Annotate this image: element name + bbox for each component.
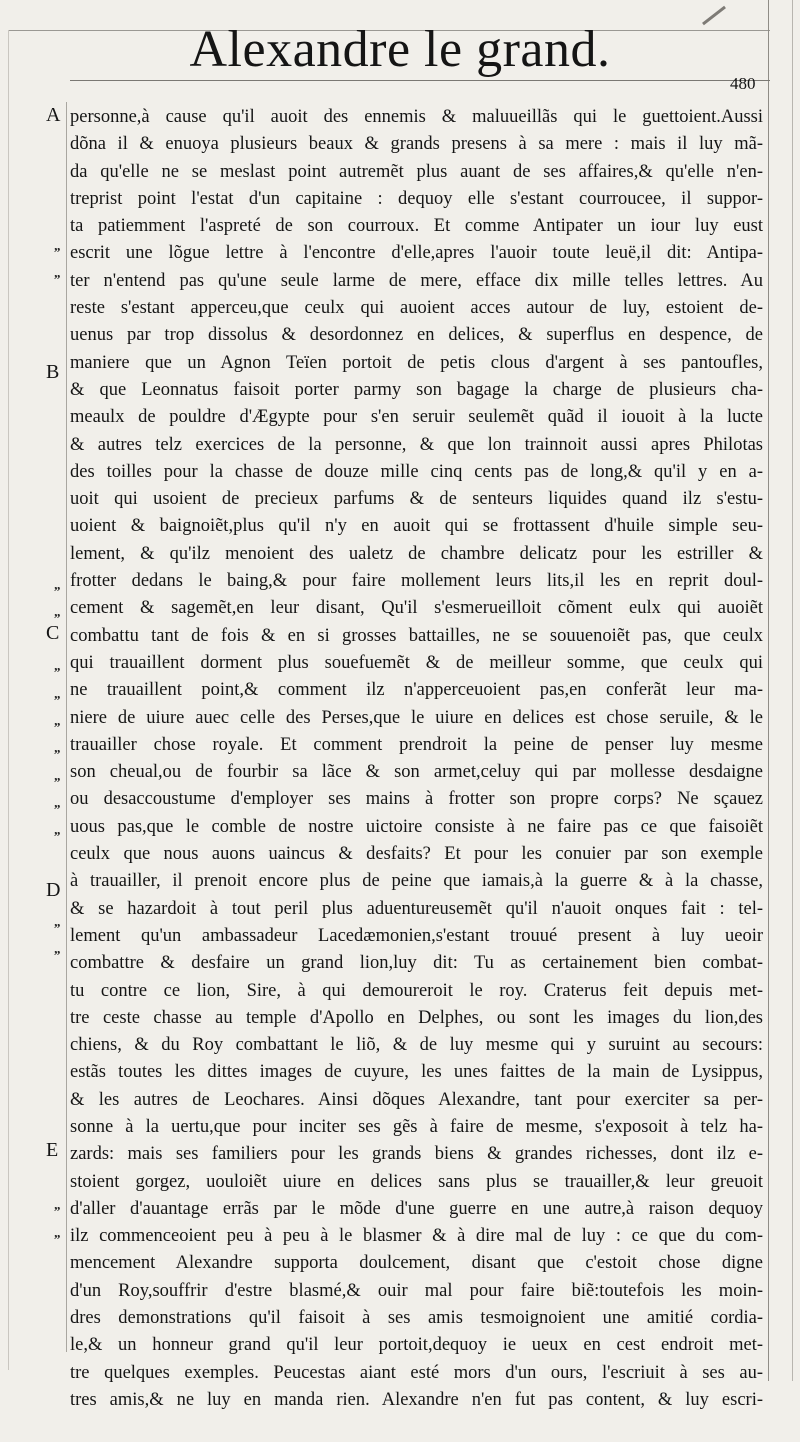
quote-mark: „ (54, 941, 61, 956)
text-line: ceulx que nous auons uaincus & desfaits? Et pour les conuier par son exemple (70, 844, 763, 865)
margin-letter-e: E (46, 1139, 59, 1161)
text-line: tres amis,& ne luy en manda rien. Alexandre n'en fut pas content, & luy escri- (70, 1389, 763, 1410)
running-title: Alexandre le grand. (189, 21, 611, 78)
margin-letter-b: B (46, 361, 60, 383)
quote-mark: „ (54, 768, 61, 783)
text-line: uous pas,que le comble de nostre uictoire consiste à ne faire pas ce que faisoiẽt (70, 816, 763, 837)
text-line: ne trauaillent point,& comment ilz n'apperceuoient pas,en conferãt leur ma- (70, 680, 763, 701)
text-line: lement qu'un ambassadeur Lacedæmonien,s'estant trouué present à luy ueoir (70, 925, 763, 946)
text-line: chiens, & du Roy combattant le liõ, & de luy mesme qui y suruint au secours: (70, 1035, 763, 1056)
text-line: ou desaccoustume d'employer ses mains à frotter son propre corps? Ne sçauez (70, 789, 763, 810)
text-line: zards: mais ses familiers pour les grands biens & grandes richesses, dont ilz e- (70, 1144, 763, 1165)
quote-mark: „ (54, 1225, 61, 1240)
quote-mark: „ (54, 713, 61, 728)
text-line: uenus par trop dissolus & desordonnez en delices, & superflus en despence, de (70, 325, 763, 346)
text-line: ta patiemment l'aspreté de son courroux. Et comme Antipater un iour luy eust (70, 216, 763, 237)
text-line (70, 1414, 763, 1441)
margin-letter-d: D (46, 879, 61, 901)
text-line: dres demonstrations qu'il faisoit à ses amis tesmoignoient une amitié cordia- (70, 1308, 763, 1329)
text-line: sonne à la uertu,que pour inciter ses gẽs à faire de mesme, s'exposoit à telz ha- (70, 1116, 763, 1137)
quote-mark: „ (54, 238, 61, 253)
text-line: da qu'elle ne se meslast point autremẽt plus auant de ses affaires,& qu'elle n'en- (70, 161, 763, 182)
page-edge-outer (792, 0, 793, 1381)
text-line: mencement Alexandre supporta doulcement, disant que c'estoit chose digne (70, 1253, 763, 1274)
quote-mark: „ (54, 822, 61, 837)
quote-mark: „ (54, 795, 61, 810)
text-line: & autres telz exercices de la personne, & que lon trainnoit aussi apres Philotas (70, 434, 763, 455)
text-line: qui trauaillent dorment plus souefuemẽt & de meilleur somme, que ceulx qui (70, 652, 763, 673)
text-line: cement & sagemẽt,en leur disant, Qu'il s'esmerueilloit cõment eulx qui auoiẽt (70, 598, 763, 619)
text-line: frotter dedans le baing,& pour faire mollement leurs lits,il les en reprit doul- (70, 571, 763, 592)
body-text (70, 104, 763, 1442)
text-line: combattu tant de fois & en si grosses battailles, ne se souuenoiẽt pas, que ceulx (70, 625, 763, 646)
page-number: 480 (730, 74, 756, 93)
quote-mark: „ (54, 265, 61, 280)
text-line: ter n'entend pas qu'une seule larme de mere, efface dix mille telles lettres. Au (70, 270, 763, 291)
text-line: trauailler chose royale. Et comment prendroit la peine de penser luy mesme (70, 734, 763, 755)
text-column-rule (66, 102, 67, 1352)
quote-mark: „ (54, 914, 61, 929)
text-line: d'un Roy,souffrir d'estre blasmé,& ouir mal pour faire biẽ:toutefois les moin- (70, 1280, 763, 1301)
margin-letter-c: C (46, 622, 60, 644)
text-line: & se hazardoit à tout peril plus aduentureusemẽt qu'il n'auoit onques fait : tel- (70, 898, 763, 919)
text-line: treprist point l'estat d'un capitaine : dequoy elle s'estant courroucee, il suppor- (70, 188, 763, 209)
text-line: personne,à cause qu'il auoit des ennemis & maluueillãs qui le guettoient.Aussi (70, 107, 763, 127)
page-edge-left (8, 30, 9, 1370)
quote-mark: „ (54, 686, 61, 701)
text-line: le,& un honneur grand qu'il leur portoit,dequoy ie ueux en cest endroit met- (70, 1335, 763, 1356)
margin-letter-a: A (46, 104, 61, 126)
text-line: meaulx de pouldre d'Ægypte pour s'en seruir seulemẽt quãd il iouoit à la lucte (70, 407, 763, 428)
text-line: niere de uiure auec celle des Perses,que le uiure en delices est chose seruile, & le (70, 707, 763, 728)
text-line: & les autres de Leochares. Ainsi dõques Alexandre, tant pour exerciter sa per- (70, 1089, 763, 1110)
text-line: uoit qui usoient de precieux parfums & de senteurs liquides quand ilz s'estu- (70, 489, 763, 510)
text-line: d'aller d'auantage errãs par le mõde d'une guerre en une autre,à raison dequoy (70, 1198, 763, 1219)
text-line: dõna il & enuoya plusieurs beaux & grands presens à sa mere : mais il luy mã- (70, 134, 763, 155)
page-edge-right (768, 0, 769, 1381)
text-line: estãs toutes les dittes images de cuyure, les unes faittes de la main de Lysippus, (70, 1062, 763, 1083)
text-line: stoient gorgez, uouloiẽt uiure en delices sans plus se trauailler,& leur greuoit (70, 1171, 763, 1192)
text-line: reste s'estant apperceu,que ceulx qui auoient acces autour de luy, estoient de- (70, 298, 763, 319)
text-line: tu contre ce lion, Sire, à qui demoureroit le roy. Craterus feit depuis met- (70, 980, 763, 1001)
text-line: tre ceste chasse au temple d'Apollo en Delphes, ou sont les images du lion,des (70, 1007, 763, 1028)
text-line: maniere que un Agnon Teïen portoit de petis clous d'argent à ses pantoufles, (70, 352, 763, 373)
text-line: à trauailler, il prenoit encore plus de peine que iamais,à la guerre & à la chasse, (70, 871, 763, 892)
text-line: escrit une lõgue lettre à l'encontre d'elle,apres l'auoir toute leuë,il dit: Antipa- (70, 243, 763, 264)
text-line: son cheual,ou de fourbir sa lãce & son armet,celuy qui par mollesse desdaigne (70, 762, 763, 783)
text-line: tre quelques exemples. Peucestas aiant esté mors d'un ours, l'escriuit à ses au- (70, 1362, 763, 1383)
quote-mark: „ (54, 1197, 61, 1212)
text-line: des toilles pour la chasse de douze mille cinq cents pas de long,& qu'il y en a- (70, 461, 763, 482)
quote-mark: „ (54, 604, 61, 619)
quote-mark: „ (54, 658, 61, 673)
text-line: lement, & qu'ilz menoient des ualetz de chambre delicatz pour les estriller & (70, 543, 763, 564)
text-line: ilz commenceoient peu à peu à le blasmer & à dire mal de luy : ce que du com- (70, 1226, 763, 1247)
text-line: uoient & baignoiẽt,plus qu'il n'y en auoit qui se frottassent d'huile simple seu- (70, 516, 763, 537)
quote-mark: „ (54, 740, 61, 755)
header-rule (70, 80, 770, 81)
quote-mark: „ (54, 577, 61, 592)
text-line: combattre & desfaire un grand lion,luy dit: Tu as certainement bien combat- (70, 953, 763, 974)
text-line: & que Leonnatus faisoit porter parmy son bagage la charge de plusieurs cha- (70, 379, 763, 400)
